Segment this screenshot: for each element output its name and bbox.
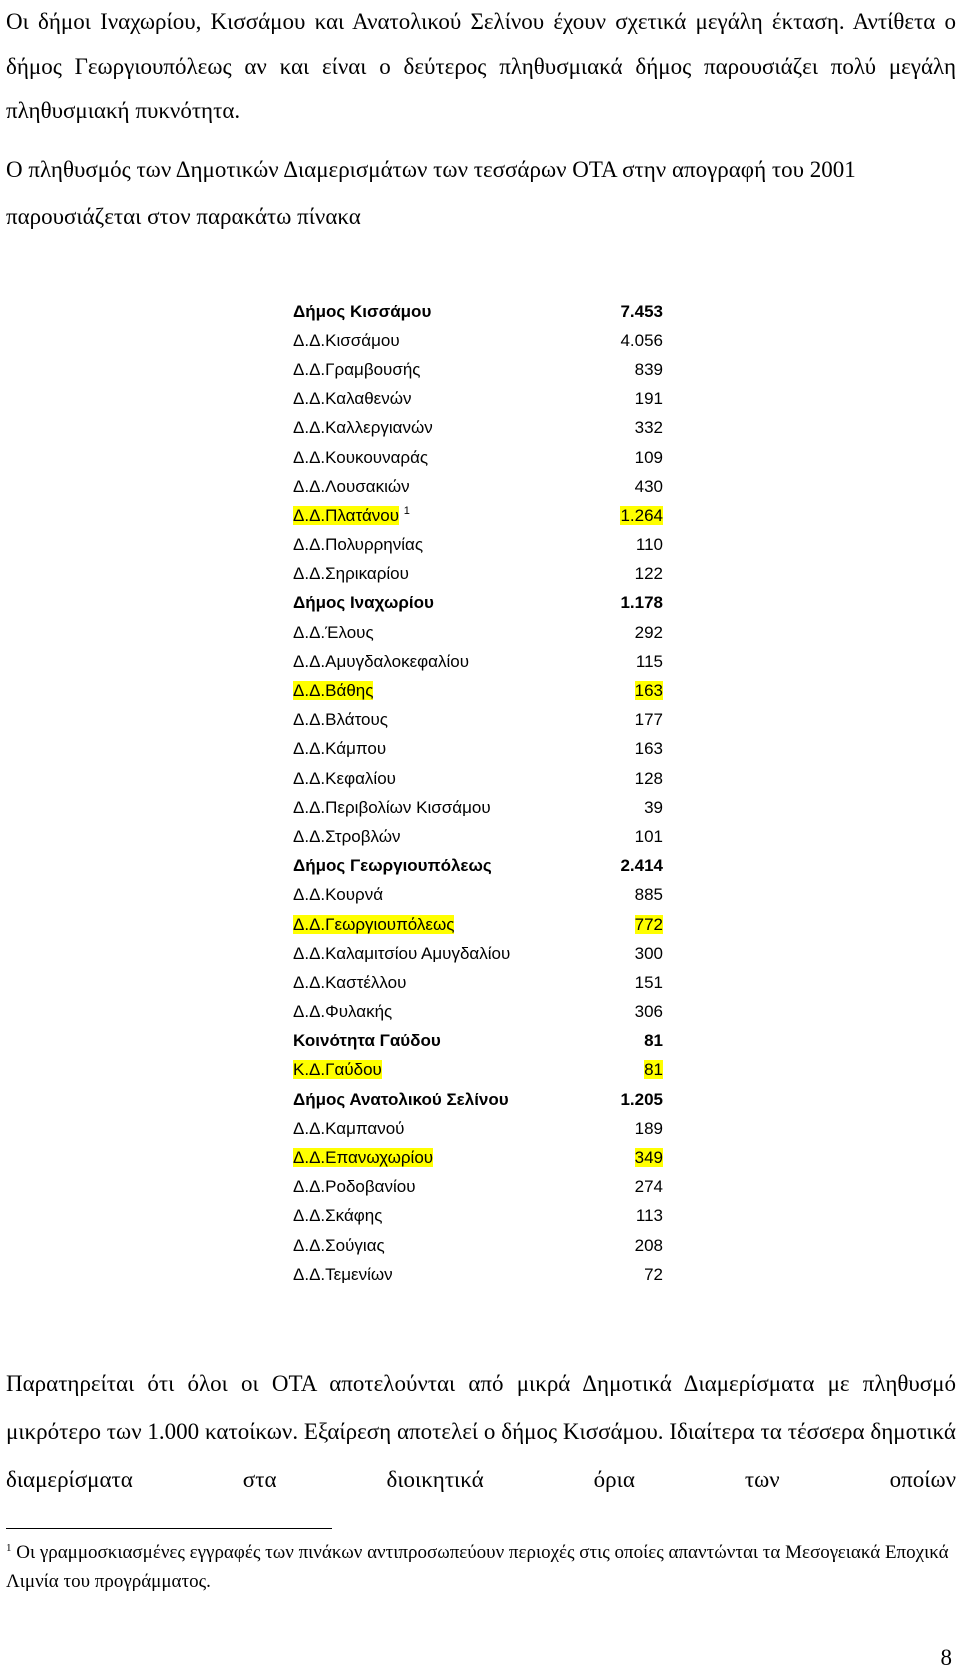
row-value: 163	[634, 681, 663, 701]
row-name-cell	[293, 618, 573, 647]
district-row	[293, 1143, 663, 1172]
row-value: 306	[634, 1002, 663, 1022]
row-value: 101	[634, 826, 663, 846]
row-value-cell	[573, 910, 663, 939]
row-value: 109	[634, 447, 663, 467]
row-name: Δ.Δ.Πλατάνου	[293, 505, 400, 525]
district-row	[293, 910, 663, 939]
row-value: 151	[634, 972, 663, 992]
row-value: 1.264	[620, 505, 663, 525]
row-value: 430	[634, 476, 663, 496]
footnote-marker: 1	[6, 1542, 12, 1554]
page-number: 8	[940, 1645, 952, 1670]
row-name-cell	[293, 326, 573, 355]
row-name: Δ.Δ.Αμυγδαλοκεφαλίου	[293, 651, 470, 671]
row-value-cell	[573, 735, 663, 764]
row-value-cell	[573, 472, 663, 501]
footnote-ref: 1	[403, 504, 410, 517]
row-name: Δ.Δ.Περιβολίων Κισσάμου	[293, 797, 491, 817]
row-value: 81	[644, 1060, 663, 1080]
row-name-cell	[293, 881, 573, 910]
row-name: Δ.Δ.Καλλεργιανών	[293, 418, 433, 438]
row-value-cell	[573, 1143, 663, 1172]
row-name: Δ.Δ.Σούγιας	[293, 1235, 385, 1255]
row-name-cell	[293, 735, 573, 764]
row-name: Δ.Δ.Στροβλών	[293, 826, 401, 846]
row-value-cell	[573, 1085, 663, 1114]
row-value: 292	[634, 622, 663, 642]
row-name: Δ.Δ.Κισσάμου	[293, 330, 400, 350]
district-row	[293, 706, 663, 735]
row-name-cell	[293, 676, 573, 705]
row-name: Δήμος Ιναχωρίου	[293, 593, 434, 613]
row-value-cell	[573, 998, 663, 1027]
row-name-cell	[293, 1085, 573, 1114]
row-name-cell	[293, 939, 573, 968]
row-value: 839	[634, 359, 663, 379]
row-value-cell	[573, 414, 663, 443]
row-value: 7.453	[620, 301, 663, 321]
row-name: Δ.Δ.Λουσακιών	[293, 476, 410, 496]
footnote-text: Οι γραμμοσκιασμένες εγγραφές των πινάκων αντιπροσωπεύουν περιοχές στις οποίες απαντώνται τα Μεσογειακά Εποχικά Λιμνία του προγράμματος.	[6, 1542, 949, 1592]
row-name-cell	[293, 385, 573, 414]
row-value-cell	[573, 355, 663, 384]
row-name: Δ.Δ.Καλαθενών	[293, 389, 412, 409]
row-value: 72	[644, 1264, 663, 1284]
row-value-cell	[573, 881, 663, 910]
row-value-cell	[573, 531, 663, 560]
district-row	[293, 1056, 663, 1085]
row-name-cell	[293, 1114, 573, 1143]
municipality-row	[293, 852, 663, 881]
row-value: 39	[644, 797, 663, 817]
row-value-cell	[573, 560, 663, 589]
footnote-separator	[6, 1528, 332, 1529]
row-name: Δ.Δ.Πολυρρηνίας	[293, 535, 424, 555]
district-row	[293, 1260, 663, 1289]
row-value-cell	[573, 1260, 663, 1289]
row-name-cell	[293, 414, 573, 443]
row-name: Δ.Δ.Σκάφης	[293, 1206, 383, 1226]
row-name-cell	[293, 1056, 573, 1085]
row-name-cell	[293, 822, 573, 851]
row-value-cell	[573, 326, 663, 355]
row-value: 163	[634, 739, 663, 759]
district-row	[293, 939, 663, 968]
district-row	[293, 881, 663, 910]
row-name-cell	[293, 297, 573, 326]
row-name-cell	[293, 998, 573, 1027]
row-value-cell	[573, 706, 663, 735]
district-row	[293, 560, 663, 589]
row-value-cell	[573, 764, 663, 793]
row-value-cell	[573, 676, 663, 705]
row-value-cell	[573, 1202, 663, 1231]
row-value: 189	[634, 1118, 663, 1138]
district-row	[293, 793, 663, 822]
table-intro-paragraph: Ο πληθυσμός των Δημοτικών Διαμερισμάτων των τεσσάρων ΟΤΑ στην απογραφή του 2001 παρουσιάζεται στον παρακάτω πίνακα	[6, 157, 856, 229]
footnote	[6, 1538, 956, 1596]
district-row	[293, 676, 663, 705]
row-value-cell	[573, 1027, 663, 1056]
district-row	[293, 764, 663, 793]
row-name-cell	[293, 589, 573, 618]
row-value: 885	[634, 885, 663, 905]
district-row	[293, 414, 663, 443]
intro-paragraph: Οι δήμοι Ιναχωρίου, Κισσάμου και Ανατολικού Σελίνου έχουν σχετικά μεγάλη έκταση. Αντίθετα ο δήμος Γεωργιουπόλεως αν και είναι ο δεύτερος πληθυσμιακά δήμος παρουσιάζει πολύ μεγάλη πληθυσμιακή πυκνότητα.	[6, 9, 956, 123]
row-value-cell	[573, 968, 663, 997]
after-table-paragraph: Παρατηρείται ότι όλοι οι ΟΤΑ αποτελούνται από μικρά Δημοτικά Διαμερίσματα με πληθυσμό μικρότερο των 1.000 κατοίκων. Εξαίρεση αποτελεί ο δήμος Κισσάμου. Ιδιαίτερα τα τέσσερα δημοτικά διαμερίσματα στα διοικητικά όρια των οποίων	[6, 1371, 956, 1492]
district-row	[293, 385, 663, 414]
row-name: Δήμος Κισσάμου	[293, 301, 432, 321]
district-row	[293, 531, 663, 560]
municipality-row	[293, 1027, 663, 1056]
district-row	[293, 822, 663, 851]
row-name: Δ.Δ.Επανωχωρίου	[293, 1148, 434, 1168]
row-value-cell	[573, 501, 663, 530]
row-value: 772	[634, 914, 663, 934]
row-name-cell	[293, 764, 573, 793]
row-name: Δ.Δ.Έλους	[293, 622, 374, 642]
row-name: Δ.Δ.Ροδοβανίου	[293, 1177, 416, 1197]
district-row	[293, 355, 663, 384]
row-name: Δ.Δ.Κουρνά	[293, 885, 384, 905]
row-value: 4.056	[620, 330, 663, 350]
row-name: Δ.Δ.Βλάτους	[293, 710, 388, 730]
row-name: Δ.Δ.Καμπανού	[293, 1118, 405, 1138]
row-name: Δ.Δ.Καστέλλου	[293, 972, 407, 992]
row-value: 191	[634, 389, 663, 409]
row-name: Δ.Δ.Φυλακής	[293, 1002, 393, 1022]
row-value: 274	[634, 1177, 663, 1197]
row-value: 110	[635, 535, 663, 555]
row-name: Κοινότητα Γαύδου	[293, 1031, 441, 1051]
row-value: 2.414	[620, 856, 663, 876]
row-value: 81	[644, 1031, 663, 1051]
row-name-cell	[293, 647, 573, 676]
row-value: 177	[634, 710, 663, 730]
district-row	[293, 968, 663, 997]
district-row	[293, 618, 663, 647]
row-name: Δ.Δ.Κουκουναράς	[293, 447, 429, 467]
row-value: 332	[634, 418, 663, 438]
row-value-cell	[573, 1231, 663, 1260]
municipality-row	[293, 1085, 663, 1114]
row-value-cell	[573, 297, 663, 326]
row-name-cell	[293, 1231, 573, 1260]
row-value-cell	[573, 1056, 663, 1085]
row-name-cell	[293, 706, 573, 735]
row-name-cell	[293, 910, 573, 939]
row-name: Δήμος Γεωργιουπόλεως	[293, 856, 492, 876]
row-name-cell	[293, 1027, 573, 1056]
row-name-cell	[293, 1173, 573, 1202]
row-name: Δ.Δ.Σηρικαρίου	[293, 564, 409, 584]
row-name: Δ.Δ.Βάθης	[293, 681, 374, 701]
district-row	[293, 735, 663, 764]
row-value-cell	[573, 1114, 663, 1143]
row-name: Δ.Δ.Κάμπου	[293, 739, 387, 759]
population-table-body	[293, 297, 663, 1289]
row-name-cell	[293, 1260, 573, 1289]
row-name: Κ.Δ.Γαύδου	[293, 1060, 382, 1080]
row-value: 115	[635, 651, 663, 671]
district-row	[293, 1173, 663, 1202]
row-value-cell	[573, 443, 663, 472]
district-row	[293, 1114, 663, 1143]
row-name: Δ.Δ.Τεμενίων	[293, 1264, 393, 1284]
row-value-cell	[573, 647, 663, 676]
row-value: 1.178	[620, 593, 663, 613]
district-row	[293, 1231, 663, 1260]
row-name-cell	[293, 443, 573, 472]
row-name-cell	[293, 852, 573, 881]
row-name-cell	[293, 355, 573, 384]
row-value-cell	[573, 589, 663, 618]
row-value-cell	[573, 852, 663, 881]
district-row	[293, 443, 663, 472]
municipality-row	[293, 589, 663, 618]
row-value: 1.205	[620, 1089, 663, 1109]
district-row	[293, 647, 663, 676]
row-value-cell	[573, 822, 663, 851]
row-value-cell	[573, 385, 663, 414]
municipality-row	[293, 297, 663, 326]
row-value: 208	[634, 1235, 663, 1255]
population-table	[293, 297, 663, 1289]
row-value-cell	[573, 1173, 663, 1202]
row-name-cell	[293, 501, 573, 530]
row-value-cell	[573, 618, 663, 647]
row-value: 300	[634, 943, 663, 963]
row-value-cell	[573, 939, 663, 968]
row-name: Δ.Δ.Γεωργιουπόλεως	[293, 914, 455, 934]
district-row	[293, 326, 663, 355]
district-row	[293, 1202, 663, 1231]
row-value-cell	[573, 793, 663, 822]
row-name: Δ.Δ.Κεφαλίου	[293, 768, 396, 788]
row-name-cell	[293, 472, 573, 501]
district-row	[293, 501, 663, 530]
row-name-cell	[293, 793, 573, 822]
row-value: 113	[635, 1206, 663, 1226]
district-row	[293, 472, 663, 501]
row-name: Δήμος Ανατολικού Σελίνου	[293, 1089, 509, 1109]
row-name: Δ.Δ.Γραμβουσής	[293, 359, 421, 379]
row-name-cell	[293, 968, 573, 997]
row-name-cell	[293, 1143, 573, 1172]
row-name-cell	[293, 531, 573, 560]
row-name-cell	[293, 1202, 573, 1231]
row-value: 349	[634, 1148, 663, 1168]
district-row	[293, 998, 663, 1027]
row-value: 128	[634, 768, 663, 788]
row-value: 122	[634, 564, 663, 584]
row-name: Δ.Δ.Καλαμιτσίου Αμυγδαλίου	[293, 943, 511, 963]
row-name-cell	[293, 560, 573, 589]
